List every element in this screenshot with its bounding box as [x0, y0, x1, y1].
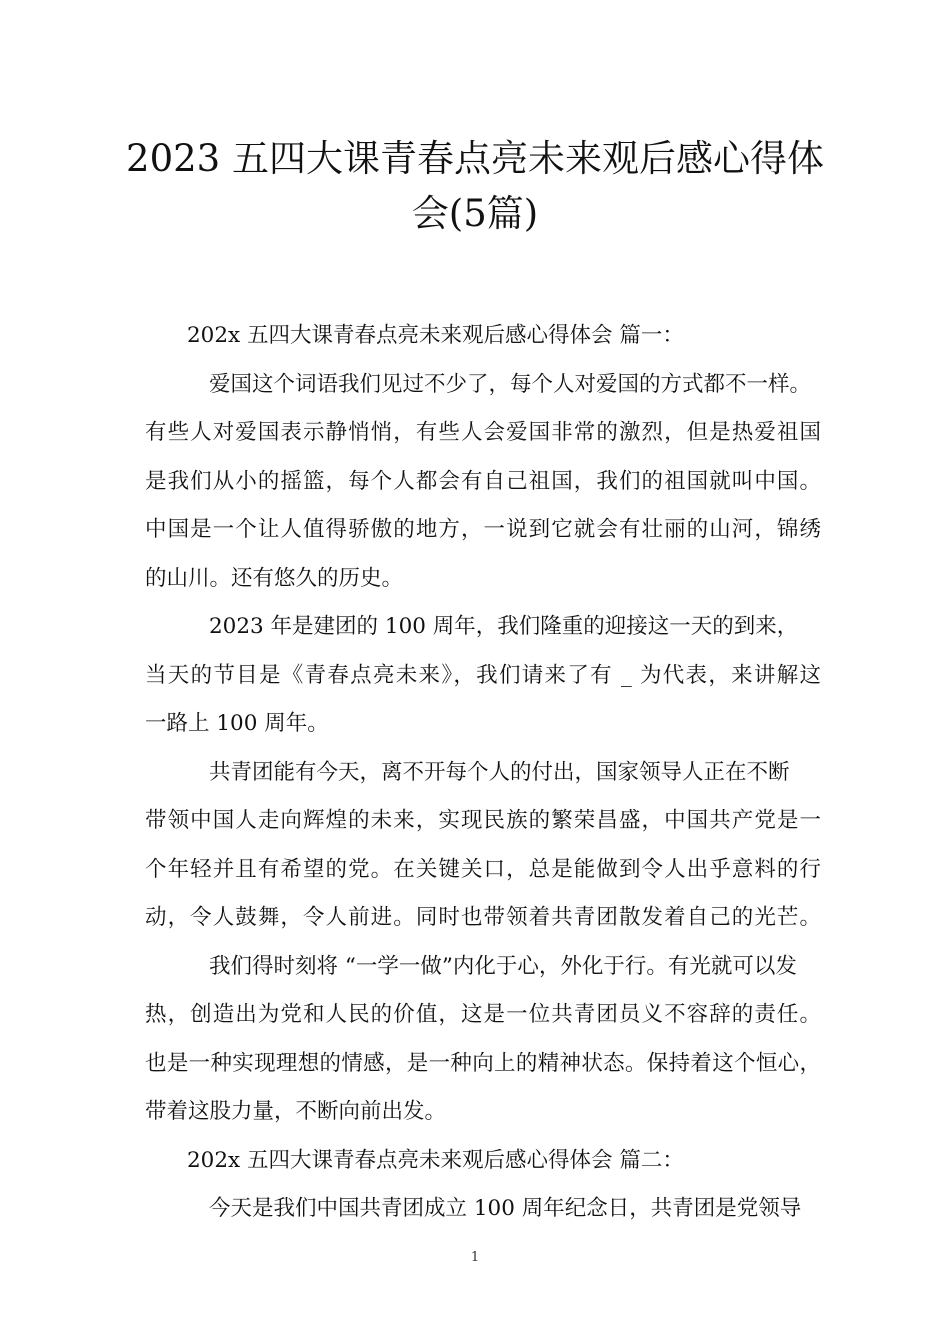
title-line-1: 2023 五四大课青春点亮未来观后感心得体 — [126, 137, 824, 180]
paragraph-line: 我们得时刻将 “一学一做”内化于心，外化于行。有光就可以发 — [209, 953, 797, 979]
paragraph-line: 个年轻并且有希望的党。在关键关口，总是能做到令人出乎意料的行 — [145, 856, 821, 882]
paragraph-line: 热，创造出为党和人民的价值，这是一位共青团员义不容辞的责任。 — [145, 1002, 821, 1027]
paragraph-line: 也是一种实现理想的情感，是一种向上的精神状态。保持着这个恒心， — [145, 1050, 821, 1076]
section-heading-1: 202x 五四大课青春点亮未来观后感心得体会 篇一： — [187, 323, 684, 348]
paragraph-line: 中国是一个让人值得骄傲的地方，一说到它就会有壮丽的山河，锦绣 — [145, 517, 821, 542]
paragraph-line: 当天的节目是《青春点亮未来》，我们请来了有 _ 为代表，来讲解这 — [145, 662, 821, 688]
paragraph-line: 爱国这个词语我们见过不少了，每个人对爱国的方式都不一样。 — [209, 371, 812, 397]
paragraph-line: 带领中国人走向辉煌的未来，实现民族的繁荣昌盛，中国共产党是一 — [145, 808, 821, 833]
paragraph-line: 带着这股力量，不断向前出发。 — [145, 1099, 447, 1124]
paragraph-line: 的山川。还有悠久的历史。 — [145, 565, 404, 591]
paragraph-line: 共青团能有今天，离不开每个人的付出，国家领导人正在不断 — [209, 759, 790, 785]
title-line-2: 会(5篇) — [411, 192, 539, 235]
section-heading-2: 202x 五四大课青春点亮未来观后感心得体会 篇二： — [187, 1147, 684, 1173]
document-title — [100, 131, 850, 241]
paragraph-line: 今天是我们中国共青团成立 100 周年纪念日，共青团是党领导 — [209, 1196, 802, 1221]
paragraph-line: 有些人对爱国表示静悄悄，有些人会爱国非常的激烈，但是热爱祖国 — [145, 420, 821, 445]
paragraph-line: 一路上 100 周年。 — [145, 711, 329, 736]
paragraph-line: 是我们从小的摇篮，每个人都会有自己祖国，我们的祖国就叫中国。 — [145, 468, 821, 494]
page-number: 1 — [470, 1250, 480, 1265]
document-body — [145, 318, 821, 1240]
paragraph-line: 动，令人鼓舞，令人前进。同时也带领着共青团散发着自己的光芒。 — [145, 905, 821, 930]
paragraph-line: 2023 年是建团的 100 周年，我们隆重的迎接这一天的到来， — [209, 614, 799, 639]
